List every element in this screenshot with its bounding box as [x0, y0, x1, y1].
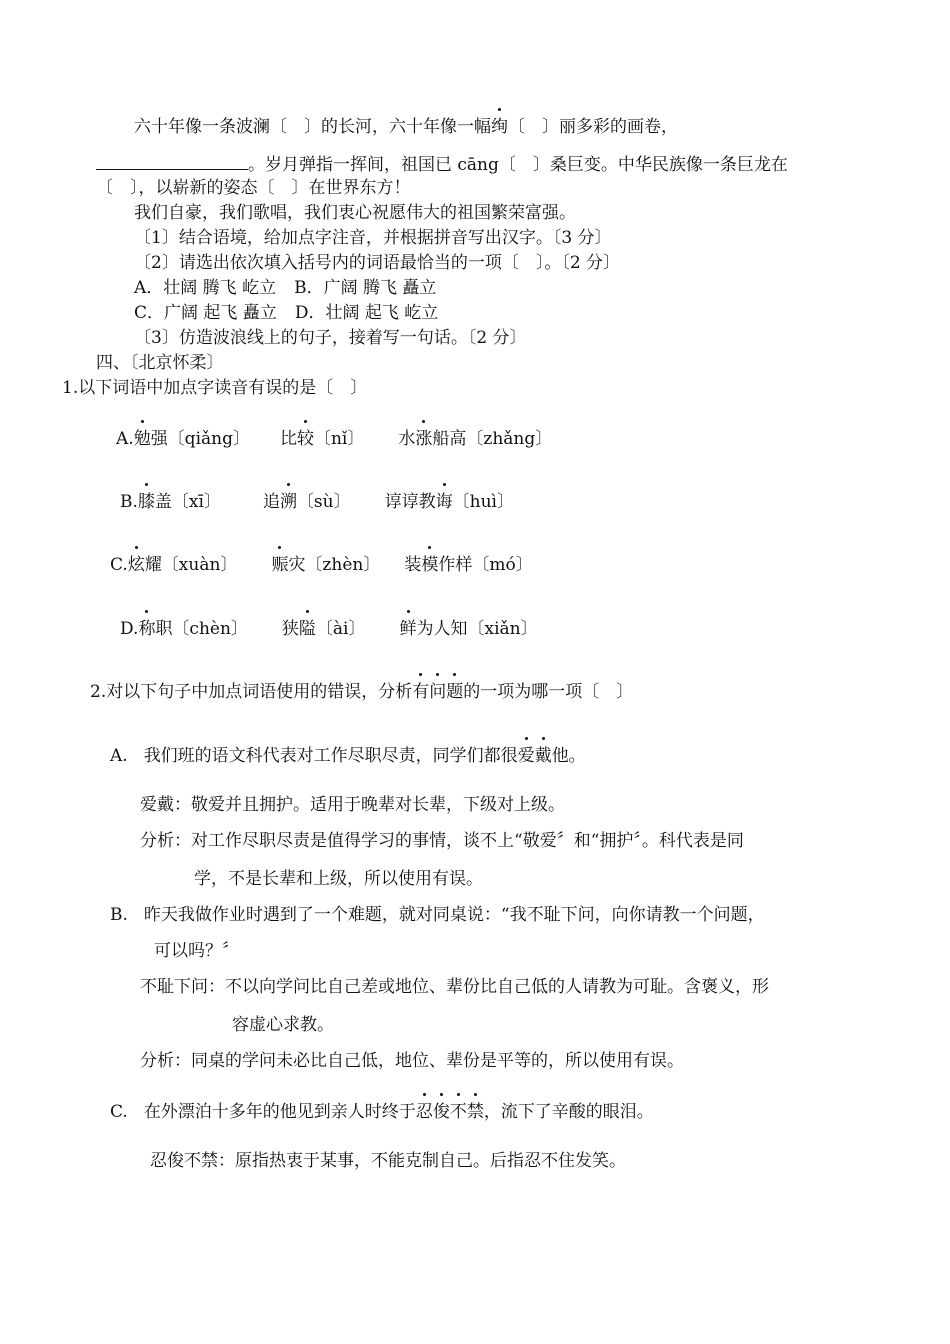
- word: 谆谆教: [384, 492, 436, 512]
- dotted-text: [518, 746, 552, 766]
- word: 比: [279, 429, 297, 449]
- word: 装: [404, 555, 422, 575]
- word: 狭: [281, 619, 299, 639]
- word: 〔nǐ〕: [313, 429, 365, 449]
- sub-question-3: 〔3〕仿造波浪线上的句子，接着写一句话。〔2 分〕: [134, 328, 527, 348]
- dotted-char: 诲: [435, 492, 453, 512]
- dotted-char: 题: [446, 682, 464, 702]
- question-1-stem: 1.以下词语中加点字读音有误的是〔 〕: [62, 378, 368, 398]
- option-a: A．壮阔 腾飞 屹立: [134, 278, 277, 298]
- dotted-word: [412, 682, 463, 702]
- dotted-char: 俊: [432, 1102, 450, 1122]
- stem-text-tail: 的一项为哪一项〔 〕: [463, 682, 634, 702]
- q2-option-b: [110, 904, 765, 926]
- dotted-char: 绚: [491, 117, 508, 137]
- option-label: C.: [110, 555, 128, 575]
- dotted-char: 戴: [534, 746, 552, 766]
- q2-a-analysis-line-1: 分析：对工作尽职尽责是值得学习的事情，谈不上“敬爱〞和“拥护〞。科代表是同: [140, 831, 744, 851]
- q2-b-sentence-line-2: 可以吗？〞: [154, 941, 239, 961]
- word: 水: [398, 429, 416, 449]
- dotted-char: 模: [421, 555, 439, 575]
- q2-a-definition: 爱戴：敬爱并且拥护。适用于晚辈对长辈，下级对上级。: [140, 795, 565, 815]
- dotted-char: 溯: [279, 492, 297, 512]
- option-label: C.: [110, 1102, 128, 1122]
- question-2-stem: [90, 681, 633, 703]
- q1-option-row-d: [120, 618, 538, 640]
- word: 〔sù〕: [296, 492, 351, 512]
- dotted-char: 称: [138, 619, 156, 639]
- q2-option-a: [110, 745, 586, 767]
- word: 为人知〔xiǎn〕: [416, 619, 538, 639]
- option-b: B．广阔 腾飞 矗立: [294, 278, 437, 298]
- dotted-char: 膝: [137, 492, 155, 512]
- q2-a-analysis-line-2: 学，不是长辈和上级，所以使用有误。: [194, 869, 483, 889]
- q1-option-row-a: [116, 428, 552, 450]
- section-title: 四、〔北京怀柔〕: [96, 353, 224, 373]
- word: 〔ài〕: [315, 619, 366, 639]
- option-label: D.: [120, 619, 139, 639]
- passage-line-2-text: 。岁月弹指一挥间，祖国已 cāng〔 〕桑巨变。中华民族像一条巨龙在: [248, 155, 788, 175]
- word: 〔huì〕: [452, 492, 514, 512]
- dotted-text: [412, 682, 463, 702]
- sentence-tail: ，流下了辛酸的眼泪。: [483, 1102, 654, 1122]
- word: 船高〔zhǎng〕: [432, 429, 553, 449]
- dotted-char: 忍: [415, 1102, 433, 1122]
- dotted-char: 不: [449, 1102, 467, 1122]
- passage-line-3: 〔 〕，以崭新的姿态〔 〕在世界东方！: [96, 178, 411, 198]
- sub-question-2: 〔2〕请选出依次填入括号内的词语最恰当的一项〔 〕。〔2 分〕: [134, 253, 621, 273]
- word: 盖〔xī〕: [154, 492, 221, 512]
- passage-line-1: [134, 116, 678, 138]
- dotted-char: 隘: [298, 619, 316, 639]
- option-label: A.: [116, 429, 134, 449]
- dotted-char: 禁: [466, 1102, 484, 1122]
- q2-b-definition-line-1: 不耻下问：不以向学问比自己差或地位、辈份比自己低的人请教为可耻。含褒义，形: [140, 977, 769, 997]
- dotted-char: 鲜: [399, 619, 417, 639]
- dotted-char: 较: [296, 429, 314, 449]
- sentence-text: 昨天我做作业时遇到了一个难题，就对同桌说：“我不耻下问，向你请教一个问题，: [143, 905, 765, 925]
- word: 作样〔mó〕: [438, 555, 533, 575]
- word: 职〔chèn〕: [155, 619, 248, 639]
- passage-line-1-tail: 〔 〕丽多彩的画卷，: [508, 117, 678, 137]
- dotted-char: 涨: [415, 429, 433, 449]
- word: 耀〔xuàn〕: [144, 555, 238, 575]
- dotted-text: [416, 1102, 484, 1122]
- options-row-2: [134, 302, 438, 324]
- q2-b-analysis: 分析：同桌的学问未必比自己低，地位、辈份是平等的，所以使用有误。: [140, 1051, 684, 1071]
- q1-option-row-c: [110, 554, 533, 576]
- passage-line-2: [96, 152, 788, 176]
- q2-c-definition: 忍俊不禁：原指热衷于某事，不能克制自己。后指忍不住发笑。: [150, 1151, 626, 1171]
- word: 强〔qiǎng〕: [150, 429, 250, 449]
- option-label: A.: [110, 746, 128, 766]
- word: 灾〔zhèn〕: [288, 555, 381, 575]
- sentence-text: 在外漂泊十多年的他见到亲人时终于: [143, 1102, 416, 1122]
- word: 追: [262, 492, 280, 512]
- passage-line-4: 我们自豪，我们歌唱，我们衷心祝愿伟大的祖国繁荣富强。: [134, 203, 576, 223]
- option-label: B.: [110, 905, 128, 925]
- stem-text: 2.对以下句子中加点词语使用的错误，分析: [90, 682, 413, 702]
- dotted-char: 有: [412, 682, 430, 702]
- dotted-char: 赈: [271, 555, 289, 575]
- sub-question-1: 〔1〕结合语境，给加点字注音，并根据拼音写出汉字。〔3 分〕: [134, 228, 612, 248]
- option-c: C．广阔 起飞 矗立: [134, 303, 277, 323]
- q2-option-c: [110, 1101, 654, 1123]
- dotted-char: 爱: [517, 746, 535, 766]
- dotted-char: 问: [429, 682, 447, 702]
- option-label: B.: [120, 492, 138, 512]
- dotted-char: 勉: [133, 429, 151, 449]
- sentence-text: 我们班的语文科代表对工作尽职尽责，同学们都很: [143, 746, 518, 766]
- option-d: D．壮阔 起飞 屹立: [294, 303, 439, 323]
- q1-option-row-b: [120, 491, 514, 513]
- sentence-tail: 他。: [551, 746, 586, 766]
- passage-line-1-text: 六十年像一条波澜〔 〕的长河，六十年像一幅: [134, 117, 491, 137]
- answer-blank: [96, 152, 248, 170]
- q2-b-definition-line-2: 容虚心求教。: [232, 1015, 334, 1035]
- dotted-char: 炫: [127, 555, 145, 575]
- options-row-1: [134, 277, 436, 299]
